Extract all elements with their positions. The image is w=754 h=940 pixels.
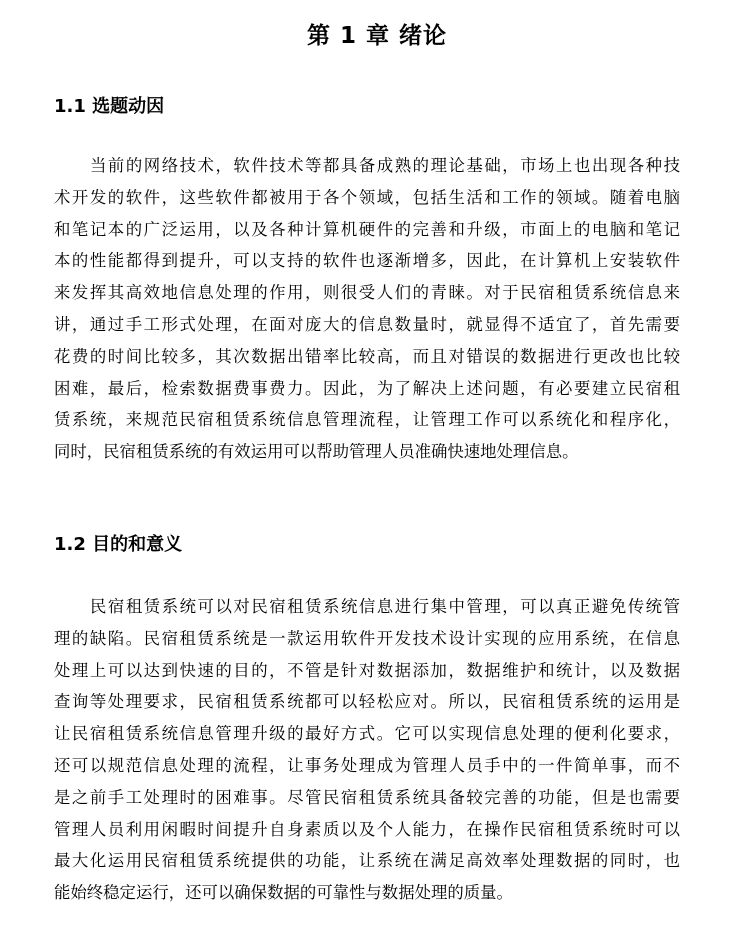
paragraph-line: 来发挥其高效地信息处理的作用，则很受人们的青睐。对于民宿租赁系统信息来: [54, 283, 680, 303]
paragraph-line: 理的缺陷。民宿租赁系统是一款运用软件开发技术设计实现的应用系统，在信息: [54, 628, 680, 648]
paragraph-line: 赁系统，来规范民宿租赁系统信息管理流程，让管理工作可以系统化和程序化，: [54, 410, 680, 430]
paragraph-line: 管理人员利用闲暇时间提升自身素质以及个人能力，在操作民宿租赁系统时可以: [54, 819, 680, 839]
paragraph-line: 讲，通过手工形式处理，在面对庞大的信息数量时，就显得不适宜了，首先需要: [54, 314, 680, 334]
paragraph-line: 是之前手工处理时的困难事。尽管民宿租赁系统具备较完善的功能，但是也需要: [54, 787, 680, 807]
section-1-1-paragraph: [54, 150, 680, 468]
section-1-2-paragraph: [54, 591, 680, 909]
chapter-title: 第 1 章 绪论: [306, 23, 448, 49]
paragraph-line: 民宿租赁系统可以对民宿租赁系统信息进行集中管理，可以真正避免传统管: [90, 597, 680, 616]
paragraph-line: 术开发的软件，这些软件都被用于各个领域，包括生活和工作的领域。随着电脑: [54, 187, 680, 207]
paragraph-line: 本的性能都得到提升，可以支持的软件也逐渐增多，因此，在计算机上安装软件: [54, 251, 680, 271]
paragraph-line: 困难，最后，检索数据费事费力。因此，为了解决上述问题，有必要建立民宿租: [54, 378, 680, 398]
paragraph-line: 能始终稳定运行，还可以确保数据的可靠性与数据处理的质量。: [54, 883, 513, 903]
paragraph-line: 当前的网络技术，软件技术等都具备成熟的理论基础，市场上也出现各种技: [90, 156, 680, 175]
paragraph-line: 同时，民宿租赁系统的有效运用可以帮助管理人员准确快速地处理信息。: [54, 442, 579, 462]
section-heading-1-1: 1.1 选题动因: [54, 96, 165, 117]
paragraph-line: 最大化运用民宿租赁系统提供的功能，让系统在满足高效率处理数据的同时，也: [54, 851, 680, 871]
paragraph-line: 处理上可以达到快速的目的，不管是针对数据添加，数据维护和统计，以及数据: [54, 660, 680, 680]
paragraph-line: 让民宿租赁系统信息管理升级的最好方式。它可以实现信息处理的便利化要求，: [54, 724, 680, 744]
paragraph-line: 和笔记本的广泛运用，以及各种计算机硬件的完善和升级，市面上的电脑和笔记: [54, 219, 680, 239]
paragraph-line: 查询等处理要求，民宿租赁系统都可以轻松应对。所以，民宿租赁系统的运用是: [54, 692, 680, 712]
paragraph-line: 花费的时间比较多，其次数据出错率比较高，而且对错误的数据进行更改也比较: [54, 346, 680, 366]
section-heading-1-2: 1.2 目的和意义: [54, 534, 183, 555]
paragraph-line: 还可以规范信息处理的流程，让事务处理成为管理人员手中的一件简单事，而不: [54, 755, 680, 775]
